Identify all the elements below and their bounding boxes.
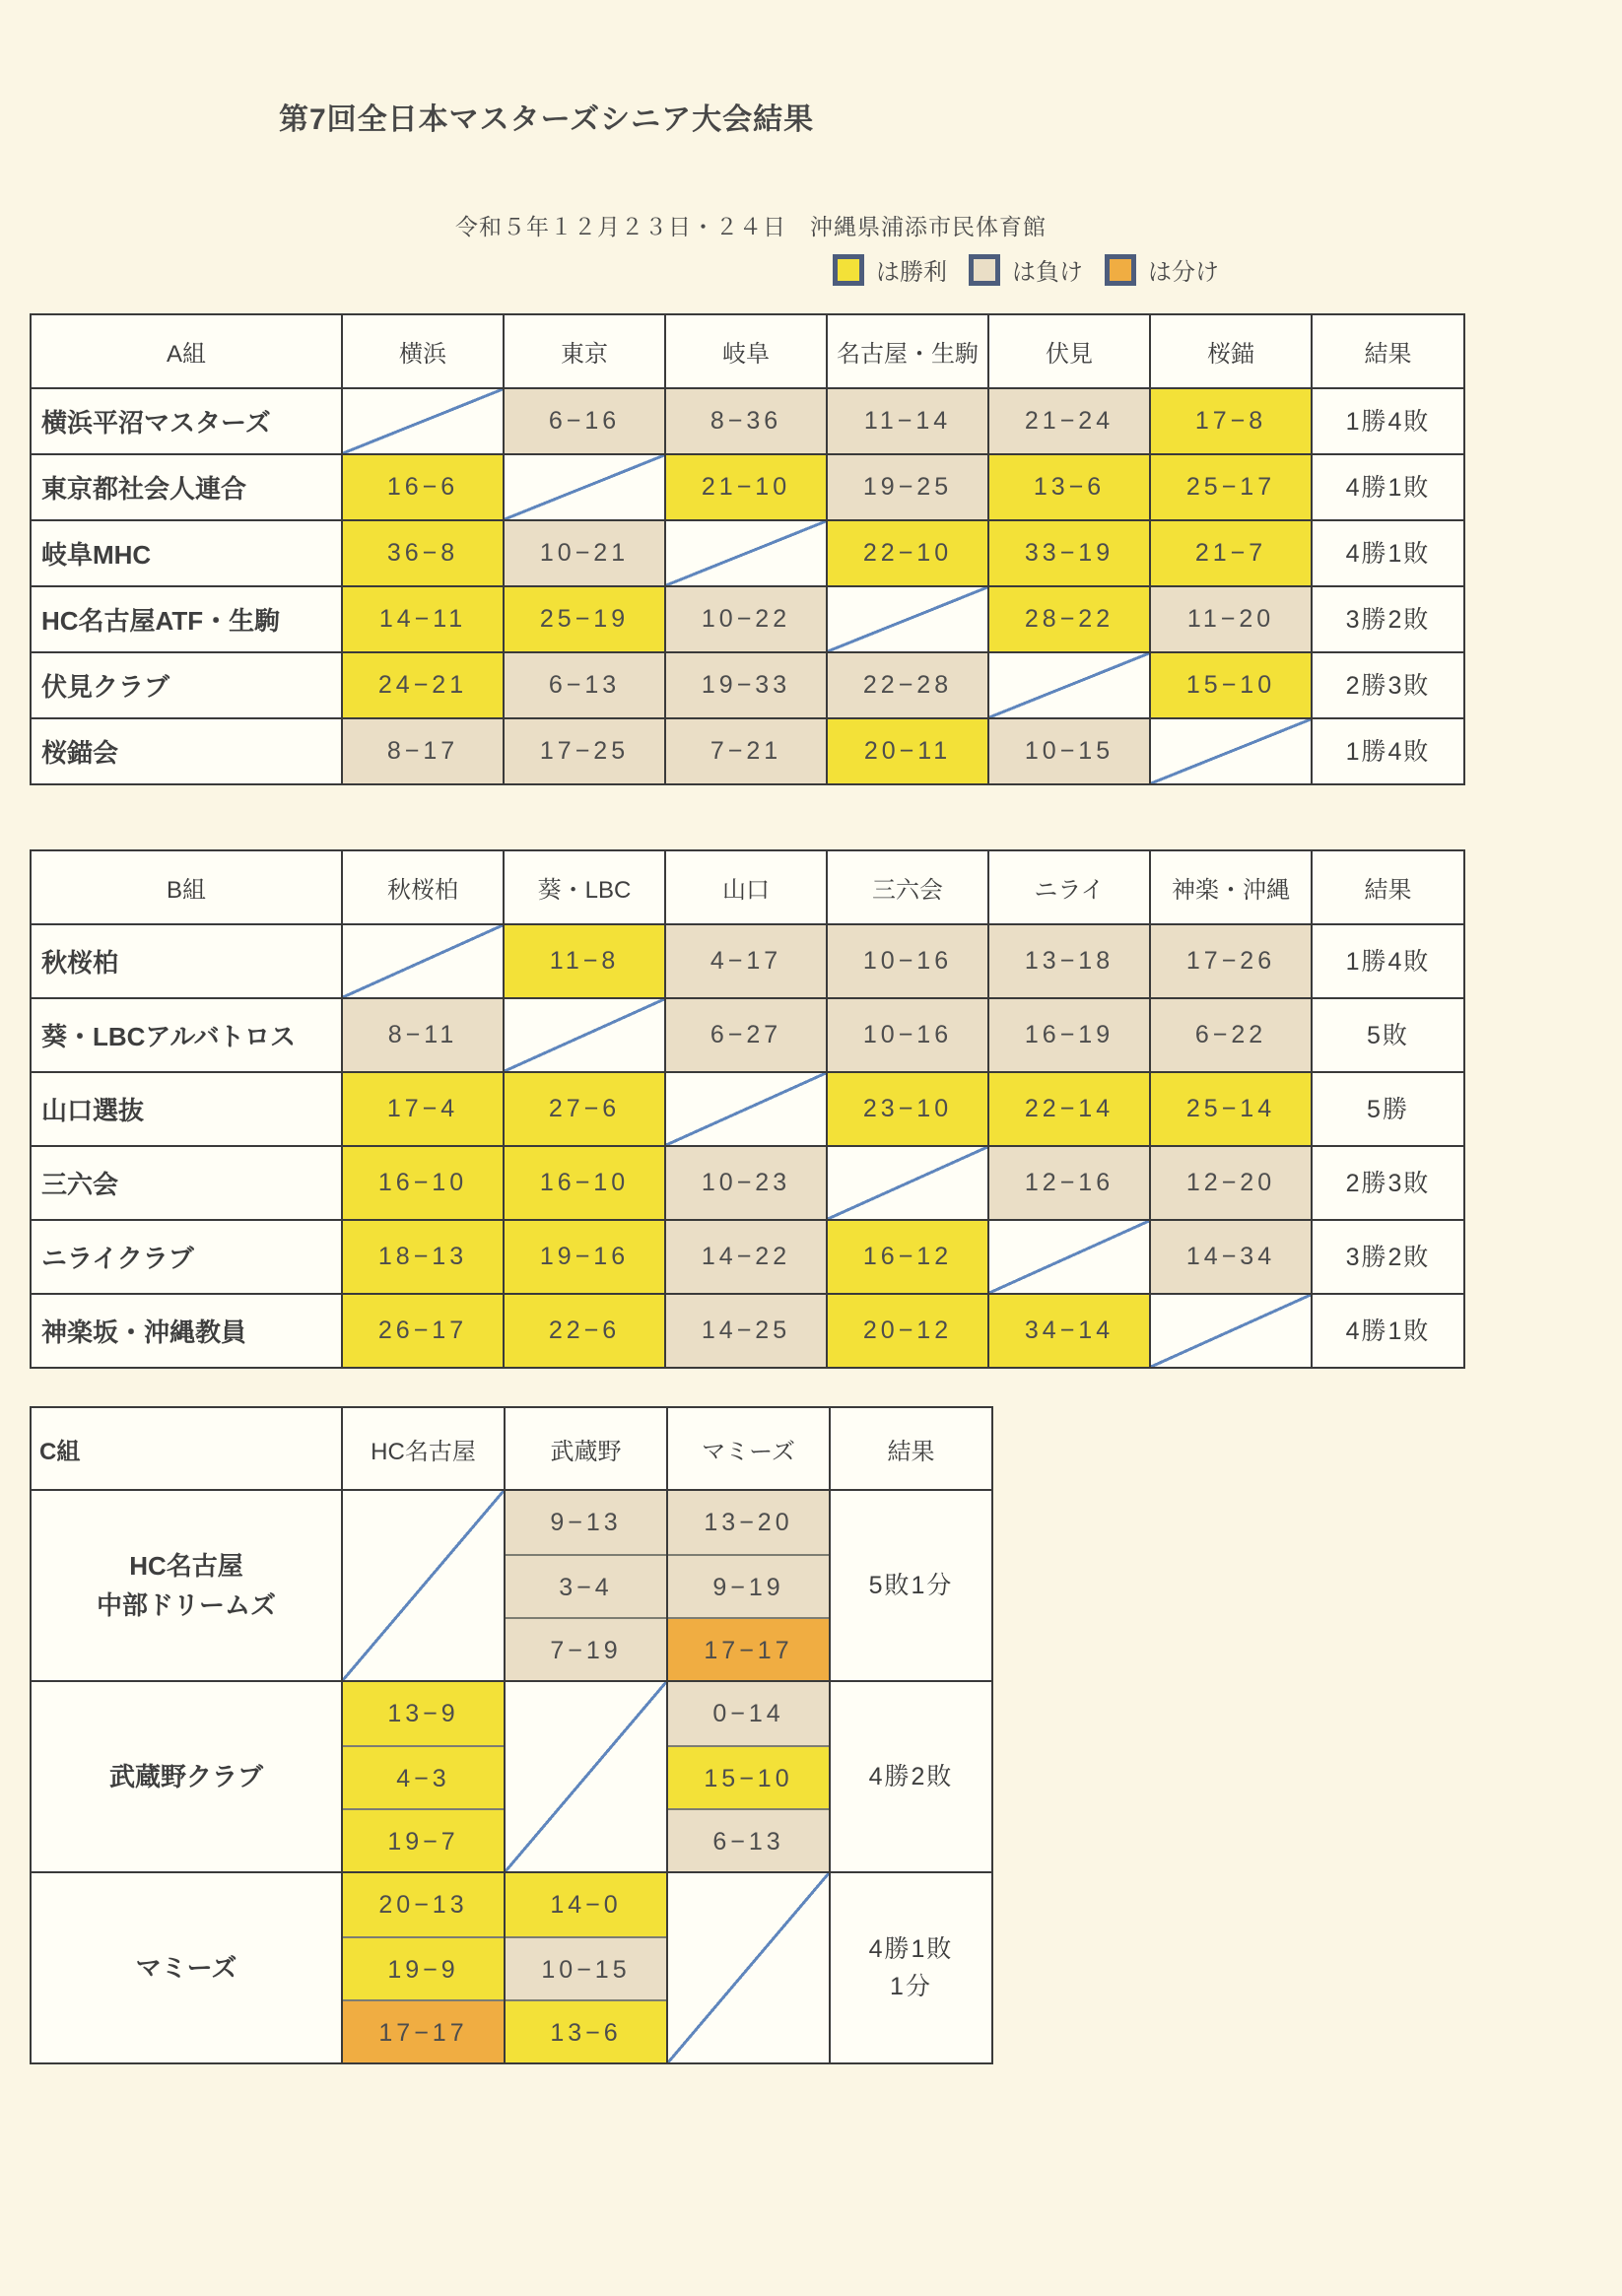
header-row bbox=[31, 1407, 992, 1490]
team-name-cell: 神楽坂・沖縄教員 bbox=[31, 1294, 342, 1368]
score-cell: 10−23 bbox=[665, 1146, 827, 1220]
legend-win-label: は勝利 bbox=[876, 259, 947, 286]
score-stack-cell bbox=[667, 1681, 830, 1872]
column-header: 桜錨 bbox=[1150, 314, 1312, 388]
result-cell: 3勝2敗 bbox=[1312, 586, 1464, 652]
group-label: C組 bbox=[31, 1407, 342, 1490]
score-cell: 14−25 bbox=[665, 1294, 827, 1368]
score-cell: 19−9 bbox=[343, 1936, 504, 1999]
score-cell: 10−15 bbox=[506, 1936, 666, 1999]
score-cell: 4−17 bbox=[665, 924, 827, 998]
header-row bbox=[31, 850, 1464, 924]
score-cell: 24−21 bbox=[342, 652, 504, 718]
team-row bbox=[31, 586, 1464, 652]
column-header: 武蔵野 bbox=[505, 1407, 667, 1490]
diagonal-cell bbox=[505, 1681, 667, 1872]
diagonal-cell bbox=[504, 998, 665, 1072]
score-stack-cell bbox=[505, 1872, 667, 2063]
group-label: B組 bbox=[31, 850, 342, 924]
legend-draw-swatch bbox=[1105, 254, 1136, 286]
score-cell: 10−22 bbox=[665, 586, 827, 652]
team-row bbox=[31, 520, 1464, 586]
team-name-cell: ニライクラブ bbox=[31, 1220, 342, 1294]
team-name-cell: 伏見クラブ bbox=[31, 652, 342, 718]
score-cell: 13−20 bbox=[668, 1491, 829, 1554]
diagonal-cell bbox=[827, 1146, 988, 1220]
team-row bbox=[31, 998, 1464, 1072]
score-cell: 8−36 bbox=[665, 388, 827, 454]
score-cell: 16−12 bbox=[827, 1220, 988, 1294]
score-cell: 22−6 bbox=[504, 1294, 665, 1368]
result-cell: 1勝4敗 bbox=[1312, 388, 1464, 454]
result-cell: 5敗 bbox=[1312, 998, 1464, 1072]
score-cell: 10−15 bbox=[988, 718, 1150, 784]
score-stack-cell bbox=[342, 1681, 505, 1872]
team-row bbox=[31, 1872, 992, 2063]
legend-win-swatch bbox=[833, 254, 864, 286]
score-cell: 0−14 bbox=[668, 1682, 829, 1745]
result-cell: 1勝4敗 bbox=[1312, 718, 1464, 784]
score-stack-cell bbox=[342, 1872, 505, 2063]
result-cell: 4勝1敗 bbox=[1312, 520, 1464, 586]
result-line: 4勝2敗 bbox=[868, 1763, 954, 1790]
group-b-results-table bbox=[30, 849, 1465, 1369]
score-cell: 28−22 bbox=[988, 586, 1150, 652]
event-date-venue: 令和５年１２月２３日・２４日 沖縄県浦添市民体育館 bbox=[455, 214, 1047, 239]
score-cell: 19−16 bbox=[504, 1220, 665, 1294]
score-cell: 7−21 bbox=[665, 718, 827, 784]
score-cell: 13−9 bbox=[343, 1682, 504, 1745]
score-cell: 19−25 bbox=[827, 454, 988, 520]
score-cell: 13−6 bbox=[988, 454, 1150, 520]
score-cell: 13−6 bbox=[506, 1999, 666, 2062]
score-cell: 13−18 bbox=[988, 924, 1150, 998]
team-name-cell: 東京都社会人連合 bbox=[31, 454, 342, 520]
column-header: 山口 bbox=[665, 850, 827, 924]
score-cell: 21−10 bbox=[665, 454, 827, 520]
score-cell: 11−8 bbox=[504, 924, 665, 998]
diagonal-cell bbox=[988, 1220, 1150, 1294]
column-header: 葵・LBC bbox=[504, 850, 665, 924]
column-header: 横浜 bbox=[342, 314, 504, 388]
team-name-cell: 葵・LBCアルバトロス bbox=[31, 998, 342, 1072]
score-stack-cell bbox=[667, 1490, 830, 1681]
result-cell bbox=[830, 1490, 992, 1681]
score-cell: 25−14 bbox=[1150, 1072, 1312, 1146]
header-row bbox=[31, 314, 1464, 388]
group-a-results-table bbox=[30, 313, 1465, 785]
score-cell: 23−10 bbox=[827, 1072, 988, 1146]
score-cell: 10−16 bbox=[827, 998, 988, 1072]
team-name-cell bbox=[31, 1872, 342, 2063]
group-label: A組 bbox=[31, 314, 342, 388]
score-cell: 14−0 bbox=[506, 1873, 666, 1936]
result-cell: 4勝1敗 bbox=[1312, 1294, 1464, 1368]
team-name-cell: 秋桜柏 bbox=[31, 924, 342, 998]
column-header: マミーズ bbox=[667, 1407, 830, 1490]
score-cell: 22−14 bbox=[988, 1072, 1150, 1146]
diagonal-cell bbox=[342, 388, 504, 454]
team-row bbox=[31, 1146, 1464, 1220]
team-name-cell: 山口選抜 bbox=[31, 1072, 342, 1146]
result-cell: 4勝1敗 bbox=[1312, 454, 1464, 520]
score-cell: 7−19 bbox=[506, 1617, 666, 1680]
diagonal-cell bbox=[1150, 1294, 1312, 1368]
score-cell: 17−25 bbox=[504, 718, 665, 784]
score-cell: 20−12 bbox=[827, 1294, 988, 1368]
team-row bbox=[31, 454, 1464, 520]
score-cell: 19−7 bbox=[343, 1808, 504, 1871]
score-cell: 17−17 bbox=[668, 1617, 829, 1680]
team-name-line: マミーズ bbox=[135, 1953, 237, 1983]
score-cell: 16−6 bbox=[342, 454, 504, 520]
team-name-cell: 横浜平沼マスターズ bbox=[31, 388, 342, 454]
score-cell: 14−22 bbox=[665, 1220, 827, 1294]
team-row bbox=[31, 1681, 992, 1872]
result-column-header: 結果 bbox=[1312, 314, 1464, 388]
team-name-line: 中部ドリームズ bbox=[96, 1590, 276, 1620]
team-name-line: 武蔵野クラブ bbox=[108, 1762, 263, 1791]
score-cell: 6−16 bbox=[504, 388, 665, 454]
score-cell: 4−3 bbox=[343, 1745, 504, 1808]
result-cell: 5勝 bbox=[1312, 1072, 1464, 1146]
score-cell: 22−28 bbox=[827, 652, 988, 718]
result-cell: 1勝4敗 bbox=[1312, 924, 1464, 998]
score-cell: 27−6 bbox=[504, 1072, 665, 1146]
score-cell: 20−13 bbox=[343, 1873, 504, 1936]
column-header: HC名古屋 bbox=[342, 1407, 505, 1490]
result-cell bbox=[830, 1681, 992, 1872]
score-cell: 36−8 bbox=[342, 520, 504, 586]
score-cell: 16−19 bbox=[988, 998, 1150, 1072]
score-cell: 10−21 bbox=[504, 520, 665, 586]
result-cell: 3勝2敗 bbox=[1312, 1220, 1464, 1294]
team-row bbox=[31, 1220, 1464, 1294]
score-cell: 12−20 bbox=[1150, 1146, 1312, 1220]
result-column-header: 結果 bbox=[1312, 850, 1464, 924]
score-cell: 17−4 bbox=[342, 1072, 504, 1146]
column-header: 神楽・沖縄 bbox=[1150, 850, 1312, 924]
diagonal-cell bbox=[988, 652, 1150, 718]
diagonal-cell bbox=[665, 520, 827, 586]
diagonal-cell bbox=[827, 586, 988, 652]
result-line: 1分 bbox=[890, 1973, 932, 2000]
legend bbox=[833, 252, 1241, 287]
legend-loss-swatch bbox=[969, 254, 1000, 286]
result-cell: 2勝3敗 bbox=[1312, 652, 1464, 718]
diagonal-cell bbox=[1150, 718, 1312, 784]
team-name-cell: HC名古屋ATF・生駒 bbox=[31, 586, 342, 652]
score-cell: 20−11 bbox=[827, 718, 988, 784]
team-name-cell bbox=[31, 1490, 342, 1681]
diagonal-cell bbox=[342, 1490, 505, 1681]
result-line: 5敗1分 bbox=[868, 1572, 954, 1599]
column-header: 秋桜柏 bbox=[342, 850, 504, 924]
score-cell: 14−11 bbox=[342, 586, 504, 652]
score-cell: 21−7 bbox=[1150, 520, 1312, 586]
team-row bbox=[31, 924, 1464, 998]
score-cell: 33−19 bbox=[988, 520, 1150, 586]
diagonal-cell bbox=[667, 1872, 830, 2063]
diagonal-cell bbox=[665, 1072, 827, 1146]
score-cell: 6−27 bbox=[665, 998, 827, 1072]
column-header: ニライ bbox=[988, 850, 1150, 924]
legend-draw-label: は分け bbox=[1148, 259, 1219, 286]
result-cell bbox=[830, 1872, 992, 2063]
score-cell: 6−13 bbox=[668, 1808, 829, 1871]
score-cell: 3−4 bbox=[506, 1554, 666, 1617]
team-name-cell: 三六会 bbox=[31, 1146, 342, 1220]
column-header: 三六会 bbox=[827, 850, 988, 924]
team-row bbox=[31, 718, 1464, 784]
score-cell: 18−13 bbox=[342, 1220, 504, 1294]
team-name-cell: 岐阜MHC bbox=[31, 520, 342, 586]
column-header: 伏見 bbox=[988, 314, 1150, 388]
team-row bbox=[31, 1294, 1464, 1368]
result-line: 4勝1敗 bbox=[868, 1935, 954, 1963]
score-cell: 8−11 bbox=[342, 998, 504, 1072]
score-cell: 8−17 bbox=[342, 718, 504, 784]
score-cell: 25−17 bbox=[1150, 454, 1312, 520]
score-cell: 19−33 bbox=[665, 652, 827, 718]
score-cell: 17−17 bbox=[343, 1999, 504, 2062]
score-cell: 10−16 bbox=[827, 924, 988, 998]
legend-loss-label: は負け bbox=[1012, 259, 1083, 286]
diagonal-cell bbox=[504, 454, 665, 520]
score-cell: 11−20 bbox=[1150, 586, 1312, 652]
score-cell: 11−14 bbox=[827, 388, 988, 454]
score-cell: 16−10 bbox=[504, 1146, 665, 1220]
score-cell: 22−10 bbox=[827, 520, 988, 586]
score-cell: 16−10 bbox=[342, 1146, 504, 1220]
team-row bbox=[31, 1490, 992, 1681]
score-cell: 6−13 bbox=[504, 652, 665, 718]
result-column-header: 結果 bbox=[830, 1407, 992, 1490]
score-cell: 9−19 bbox=[668, 1554, 829, 1617]
column-header: 東京 bbox=[504, 314, 665, 388]
score-cell: 26−17 bbox=[342, 1294, 504, 1368]
score-cell: 15−10 bbox=[668, 1745, 829, 1808]
diagonal-cell bbox=[342, 924, 504, 998]
score-cell: 34−14 bbox=[988, 1294, 1150, 1368]
score-cell: 9−13 bbox=[506, 1491, 666, 1554]
score-cell: 25−19 bbox=[504, 586, 665, 652]
team-row bbox=[31, 1072, 1464, 1146]
page-title: 第7回全日本マスターズシニア大会結果 bbox=[279, 103, 815, 136]
score-cell: 21−24 bbox=[988, 388, 1150, 454]
score-cell: 17−8 bbox=[1150, 388, 1312, 454]
team-name-cell: 桜錨会 bbox=[31, 718, 342, 784]
result-cell: 2勝3敗 bbox=[1312, 1146, 1464, 1220]
group-c-results-table bbox=[30, 1406, 993, 2064]
team-name-line: HC名古屋 bbox=[129, 1551, 243, 1581]
score-cell: 6−22 bbox=[1150, 998, 1312, 1072]
column-header: 名古屋・生駒 bbox=[827, 314, 988, 388]
column-header: 岐阜 bbox=[665, 314, 827, 388]
team-row bbox=[31, 652, 1464, 718]
score-cell: 12−16 bbox=[988, 1146, 1150, 1220]
team-name-cell bbox=[31, 1681, 342, 1872]
score-cell: 15−10 bbox=[1150, 652, 1312, 718]
score-cell: 14−34 bbox=[1150, 1220, 1312, 1294]
score-cell: 17−26 bbox=[1150, 924, 1312, 998]
team-row bbox=[31, 388, 1464, 454]
score-stack-cell bbox=[505, 1490, 667, 1681]
